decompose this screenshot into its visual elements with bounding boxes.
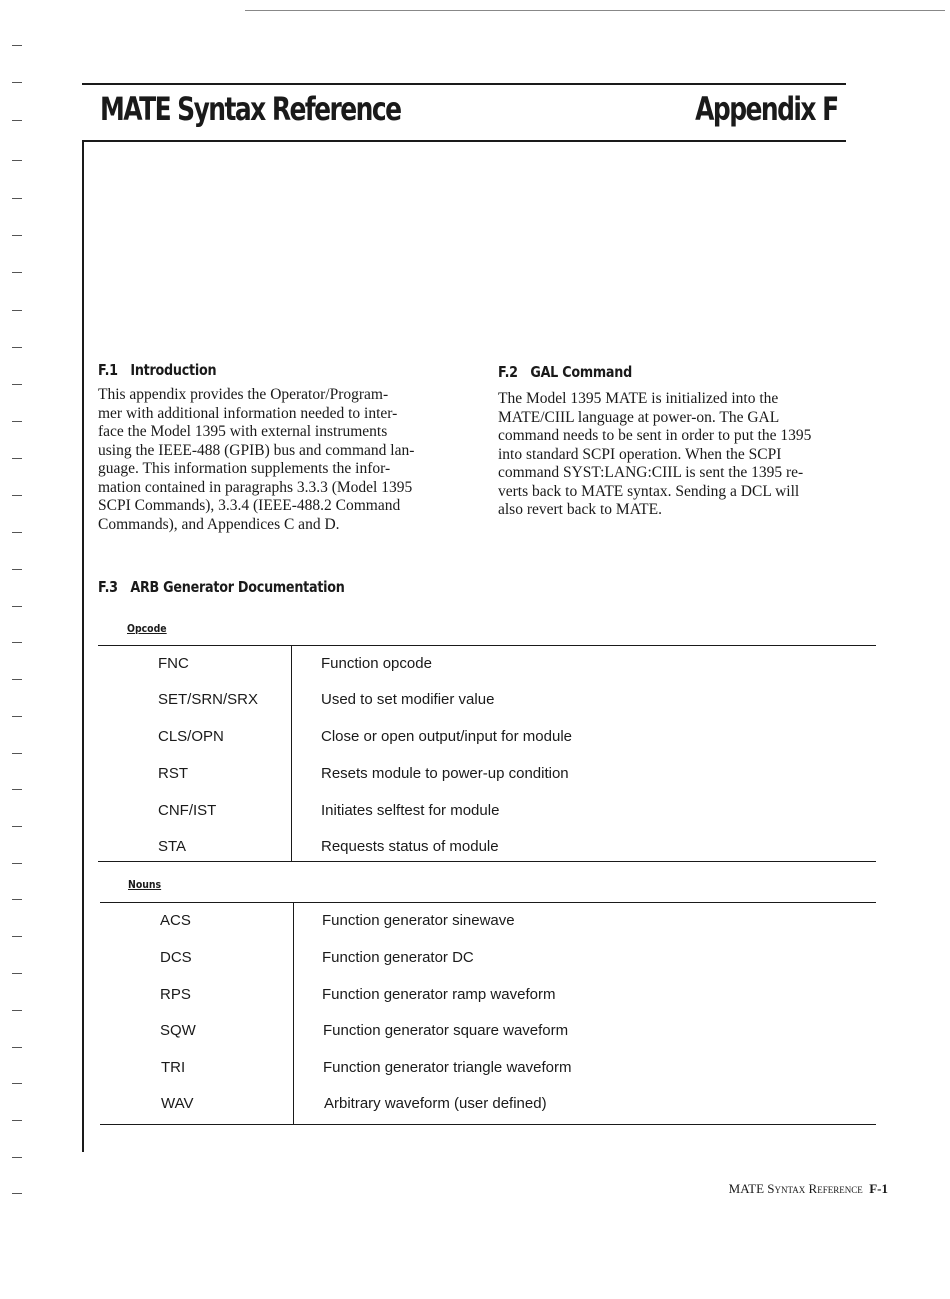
opcode-desc: Initiates selftest for module	[321, 802, 500, 819]
left-margin-rule	[82, 140, 84, 1152]
top-scan-line	[245, 10, 945, 11]
section-title: ARB Generator Documentation	[130, 578, 345, 596]
noun-desc: Arbitrary waveform (user defined)	[324, 1095, 547, 1112]
noun-desc: Function generator square waveform	[323, 1022, 569, 1039]
text-line: command needs to be sent in order to put the 1395	[498, 427, 812, 444]
opcode-code: CNF/IST	[158, 802, 217, 819]
text-line: using the IEEE-488 (GPIB) bus and command lan-	[98, 441, 415, 459]
nouns-label: Nouns	[128, 878, 162, 891]
noun-code: SQW	[160, 1022, 196, 1039]
text-line: also revert back to MATE.	[498, 501, 662, 518]
text-line: verts back to MATE syntax. Sending a DCL will	[498, 482, 800, 500]
nouns-table-top-rule	[100, 902, 876, 903]
noun-desc: Function generator DC	[322, 949, 474, 966]
opcode-desc: Function opcode	[321, 655, 432, 672]
text-line: This appendix provides the Operator/Program-	[98, 386, 389, 403]
nouns-table-divider	[293, 902, 294, 1124]
opcode-code: STA	[158, 838, 187, 855]
noun-code: DCS	[160, 949, 192, 966]
section-title: GAL Command	[530, 363, 632, 381]
appendix-title: Appendix F	[695, 90, 838, 128]
gal-paragraph	[498, 390, 898, 520]
opcode-desc: Requests status of module	[321, 838, 499, 855]
opcode-code: SET/SRN/SRX	[158, 691, 259, 708]
section-heading-arb	[98, 578, 345, 596]
text-line: into standard SCPI operation. When the SCPI	[498, 445, 782, 463]
noun-code: RPS	[160, 986, 191, 1003]
section-number: F.2	[498, 363, 518, 381]
opcode-desc: Resets module to power-up condition	[321, 765, 569, 782]
opcode-code: FNC	[158, 655, 189, 672]
text-line: MATE/CIIL language at power-on. The GAL	[498, 408, 780, 426]
text-line: mer with additional information needed to inter-	[98, 404, 398, 422]
header-bottom-rule	[82, 140, 846, 142]
section-number: F.1	[98, 361, 118, 379]
opcode-table-bottom-rule	[98, 861, 876, 862]
section-title: Introduction	[130, 361, 217, 379]
page-title: MATE Syntax Reference	[100, 90, 401, 128]
opcode-label: Opcode	[127, 622, 167, 635]
noun-desc: Function generator ramp waveform	[322, 986, 556, 1003]
footer-text: MATE Syntax Reference	[728, 1181, 863, 1196]
noun-desc: Function generator triangle waveform	[323, 1059, 572, 1076]
text-line: guage. This information supplements the infor-	[98, 460, 391, 477]
text-line: SCPI Commands), 3.3.4 (IEEE-488.2 Command	[98, 497, 401, 514]
page-footer	[729, 1181, 888, 1197]
noun-desc: Function generator sinewave	[322, 912, 515, 929]
text-line: mation contained in paragraphs 3.3.3 (Model 1395	[98, 478, 413, 496]
noun-code: WAV	[161, 1095, 194, 1112]
text-line: command SYST:LANG:CIIL is sent the 1395 re-	[498, 464, 804, 481]
intro-paragraph	[98, 386, 478, 534]
section-heading-intro	[98, 361, 216, 379]
text-line: face the Model 1395 with external instruments	[98, 423, 388, 440]
opcode-code: RST	[158, 765, 188, 782]
noun-code: TRI	[161, 1059, 186, 1076]
text-line: The Model 1395 MATE is initialized into the	[498, 390, 779, 407]
opcode-table-top-rule	[98, 645, 876, 646]
opcode-table-divider	[291, 645, 292, 861]
opcode-desc: Used to set modifier value	[321, 691, 495, 708]
section-heading-gal	[498, 363, 632, 381]
text-line: Commands), and Appendices C and D.	[98, 515, 340, 533]
nouns-table-bottom-rule	[100, 1124, 876, 1125]
section-number: F.3	[98, 578, 118, 596]
page-number: F-1	[869, 1181, 888, 1196]
opcode-code: CLS/OPN	[158, 728, 224, 745]
opcode-desc: Close or open output/input for module	[321, 728, 572, 745]
header-top-rule	[82, 83, 846, 85]
noun-code: ACS	[160, 912, 191, 929]
